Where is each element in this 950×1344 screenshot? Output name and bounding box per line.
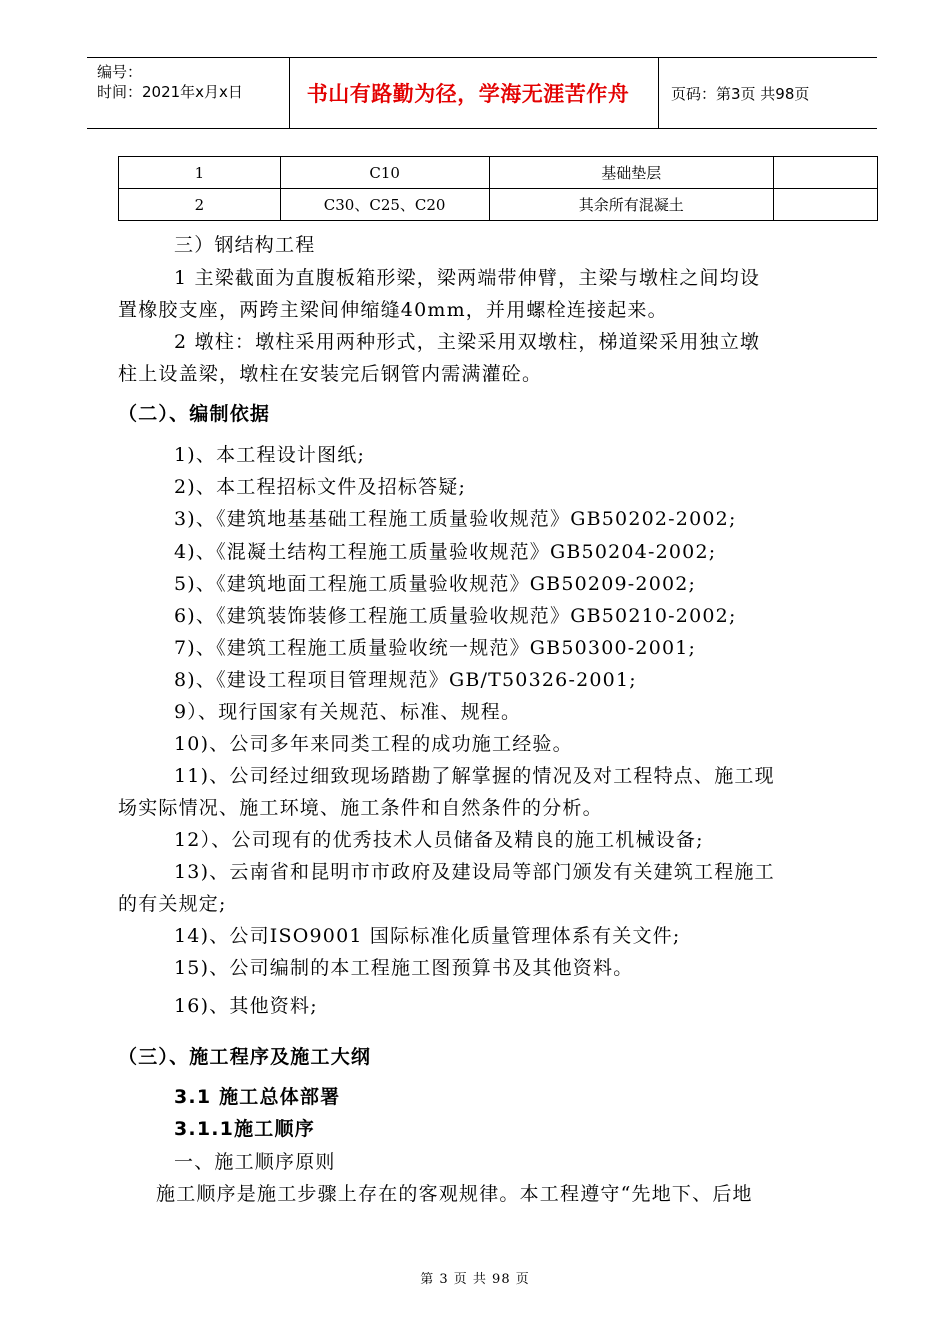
document-time-label: 时间：2021年x月x日 xyxy=(97,83,243,101)
concrete-grade-table xyxy=(118,156,878,221)
basis-item: 5)、《建筑地面工程施工质量验收规范》GB50209-2002; xyxy=(174,573,697,595)
basis-item: 16)、其他资料; xyxy=(174,995,318,1017)
basis-heading: （二）、编制依据 xyxy=(118,403,271,425)
table-cell-note xyxy=(774,189,878,221)
steel-item-2-line-1: 2 墩柱：墩柱采用两种形式，主梁采用双墩柱，梯道梁采用独立墩 xyxy=(174,331,761,353)
section-3-1-1-heading: 3.1.1施工顺序 xyxy=(174,1118,315,1140)
basis-item: 1)、本工程设计图纸; xyxy=(174,444,366,466)
basis-item: 的有关规定; xyxy=(118,893,227,915)
steel-structure-title: 三）钢结构工程 xyxy=(174,234,316,256)
document-number-label: 编号： xyxy=(97,63,143,81)
basis-item: 12）、公司现有的优秀技术人员储备及精良的施工机械设备; xyxy=(174,829,704,851)
basis-item: 场实际情况、施工环境、施工条件和自然条件的分析。 xyxy=(118,797,603,819)
basis-item: 14)、公司ISO9001 国际标准化质量管理体系有关文件; xyxy=(174,925,681,947)
basis-item: 3)、《建筑地基基础工程施工质量验收规范》GB50202-2002; xyxy=(174,508,737,530)
steel-item-1-line-2: 置橡胶支座，两跨主梁间伸缩缝40mm，并用螺栓连接起来。 xyxy=(118,299,668,321)
table-cell-note xyxy=(774,157,878,189)
principle-title: 一、施工顺序原则 xyxy=(174,1151,336,1173)
basis-item: 9）、现行国家有关规范、标准、规程。 xyxy=(174,701,522,723)
basis-item: 11)、公司经过细致现场踏勘了解掌握的情况及对工程特点、施工现 xyxy=(174,765,775,787)
basis-item: 2)、本工程招标文件及招标答疑; xyxy=(174,476,467,498)
header-page-info: 页码：第3页 共98页 xyxy=(671,84,810,103)
steel-item-2-line-2: 柱上设盖梁，墩柱在安装完后钢管内需满灌砼。 xyxy=(118,363,543,385)
basis-item: 4)、《混凝土结构工程施工质量验收规范》GB50204-2002; xyxy=(174,541,717,563)
basis-item: 10)、公司多年来同类工程的成功施工经验。 xyxy=(174,733,573,755)
document-header xyxy=(87,57,877,129)
table-row xyxy=(119,189,878,221)
header-meta xyxy=(97,62,243,102)
basis-item: 6)、《建筑装饰装修工程施工质量验收规范》GB50210-2002; xyxy=(174,605,737,627)
basis-item: 8)、《建设工程项目管理规范》GB/T50326-2001; xyxy=(174,669,637,691)
page-footer: 第 3 页 共 98 页 xyxy=(420,1272,530,1287)
procedure-heading: （三）、施工程序及施工大纲 xyxy=(118,1046,372,1068)
steel-item-1-line-1: 1 主梁截面为直腹板箱形梁，梁两端带伸臂，主梁与墩柱之间均设 xyxy=(174,267,761,289)
table-cell-index: 1 xyxy=(119,157,281,189)
table-cell-grade: C10 xyxy=(280,157,489,189)
basis-item: 7)、《建筑工程施工质量验收统一规范》GB50300-2001; xyxy=(174,637,697,659)
table-cell-use: 其余所有混凝土 xyxy=(489,189,774,221)
header-divider-right xyxy=(658,58,659,128)
principle-text: 施工顺序是施工步骤上存在的客观规律。本工程遵守“先地下、后地 xyxy=(156,1183,753,1205)
header-motto: 书山有路勤为径，学海无涯苦作舟 xyxy=(306,82,630,106)
table-cell-index: 2 xyxy=(119,189,281,221)
table-cell-use: 基础垫层 xyxy=(489,157,774,189)
table-row xyxy=(119,157,878,189)
section-3-1-heading: 3.1 施工总体部署 xyxy=(174,1086,341,1108)
basis-item: 13)、云南省和昆明市市政府及建设局等部门颁发有关建筑工程施工 xyxy=(174,861,775,883)
basis-item: 15)、公司编制的本工程施工图预算书及其他资料。 xyxy=(174,957,634,979)
table-cell-grade: C30、C25、C20 xyxy=(280,189,489,221)
